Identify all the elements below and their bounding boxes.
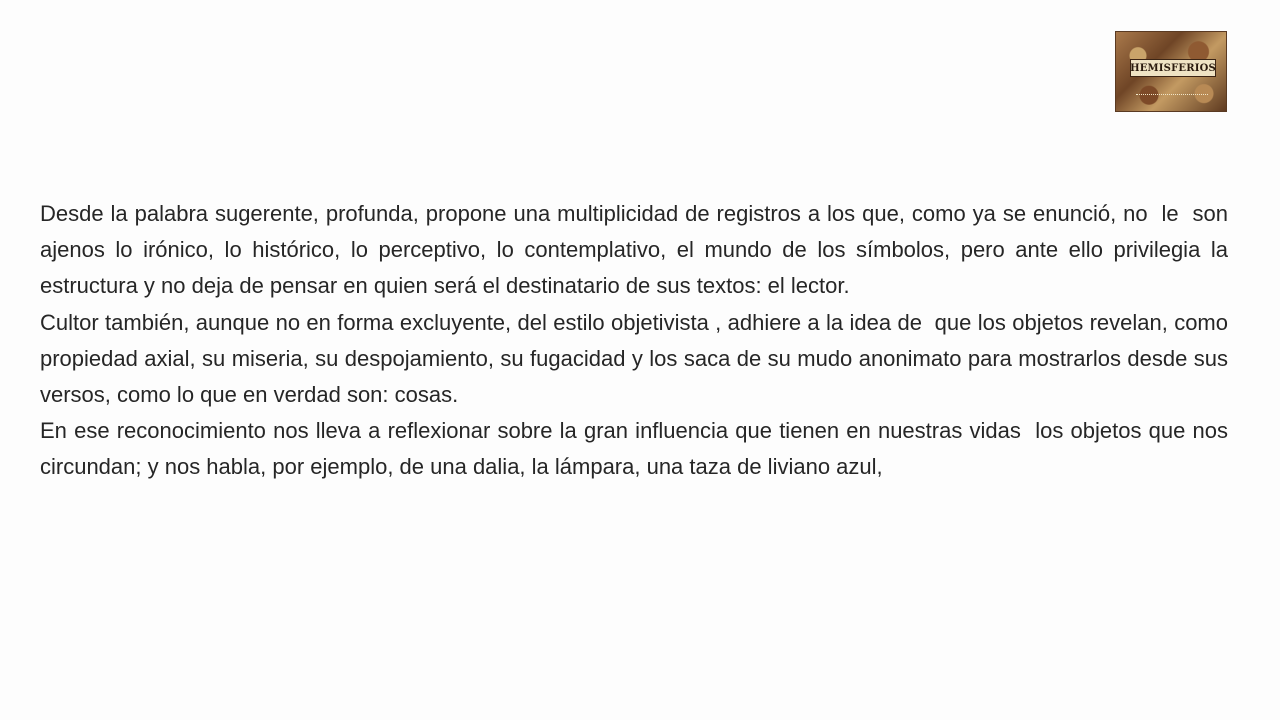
logo-wordmark: HEMISFERIOS [1130, 62, 1216, 74]
body-text [40, 196, 1235, 486]
paragraph-1: Desde la palabra sugerente, profunda, propone una multiplicidad de registros a los que, como ya se enunció, no le son ajenos lo irónico, lo histórico, lo perceptivo, lo contemplativo, el mundo de los símbolos, pero ante ello privilegia la estructura y no deja de pensar en quien será el destinatario de sus textos: el lector. [40, 201, 1235, 299]
logo-tagline-decoration [1136, 94, 1208, 98]
logo-band [1130, 59, 1216, 77]
paragraph-2: Cultor también, aunque no en forma excluyente, del estilo objetivista , adhiere a la idea de que los objetos revelan, como propiedad axial, su miseria, su despojamiento, su fugacidad y los saca de su mudo anonimato para mostrarlos desde sus versos, como lo que en verdad son: cosas. [40, 309, 1235, 408]
hemisferios-logo [1115, 31, 1227, 112]
paragraph-3: En ese reconocimiento nos lleva a reflexionar sobre la gran influencia que tienen en nuestras vidas los objetos que nos circundan; y nos habla, por ejemplo, de una dalia, la lámpara, una taza de liviano azul, [40, 418, 1235, 480]
